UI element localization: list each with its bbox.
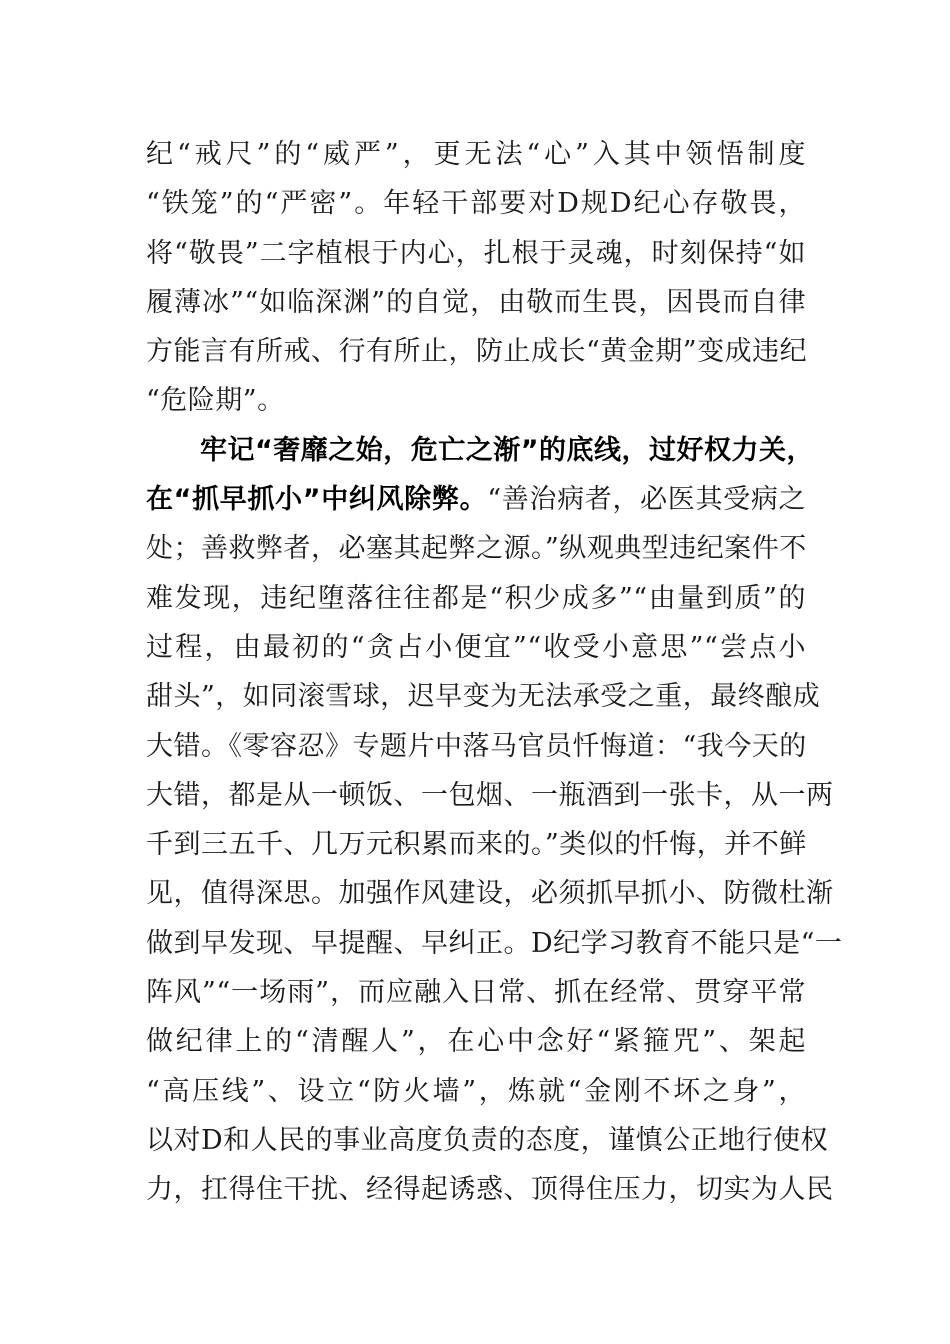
paragraph-line: 见，值得深思。加强作风建设，必须抓早抓小、防微杜渐 [146,878,834,910]
paragraph-line: 履薄冰”“如临深渊”的自觉，由敬而生畏，因畏而自律 [146,286,806,318]
paragraph-line: 力，扛得住干扰、经得起诱惑、顶得住压力，切实为人民 [146,1174,834,1206]
paragraph-line: 以对D和人民的事业高度负责的态度，谨慎公正地行使权 [146,1124,829,1156]
section-heading-text: 在“抓早抓小”中纠风除弊。 [146,484,488,516]
paragraph-line: 做纪律上的“清醒人”，在心中念好“紧箍咒”、架起 [146,1026,806,1058]
paragraph-line: 大错，都是从一顿饭、一包烟、一瓶酒到一张卡，从一两 [146,779,834,811]
paragraph-line: 将“敬畏”二字植根于内心，扎根于灵魂，时刻保持“如 [146,237,806,269]
paragraph-line: 做到早发现、早提醒、早纠正。D纪学习教育不能只是“一 [146,927,843,959]
paragraph-text: “善治病者，必医其受病之 [487,484,806,516]
section-heading-line: 牢记“奢靡之始，危亡之渐”的底线，过好权力关， [200,434,814,466]
paragraph-line: 阵风”“一场雨”，而应融入日常、抓在经常、贯穿平常 [146,977,806,1009]
paragraph-line: “高压线”、设立“防火墙”，炼就“金刚不坏之身”， [146,1075,806,1107]
paragraph-line: 难发现，违纪堕落往往都是“积少成多”“由量到质”的 [146,582,806,614]
document-body [146,130,843,1215]
paragraph-line: 甜头”，如同滚雪球，迟早变为无法承受之重，最终酿成 [146,681,821,713]
paragraph-line: “铁笼”的“严密”。年轻干部要对D规D纪心存敬畏， [146,188,806,220]
paragraph-line: 方能言有所戒、行有所止，防止成长“黄金期”变成违纪 [146,336,808,368]
paragraph-line: 纪“戒尺”的“威严”，更无法“心”入其中领悟制度 [146,139,806,170]
paragraph-line: 大错。《零容忍》专题片中落马官员忏悔道：“我今天的 [146,730,807,762]
heading-continuation-line [146,475,806,524]
paragraph-line: 千到三五千、几万元积累而来的。”类似的忏悔，并不鲜 [146,829,807,861]
paragraph-line: 过程，由最初的“贪占小便宜”“收受小意思”“尝点小 [146,631,806,663]
paragraph-line: “危险期”。 [146,385,285,417]
paragraph-line: 处；善救弊者，必塞其起弊之源。”纵观典型违纪案件不 [146,533,807,565]
